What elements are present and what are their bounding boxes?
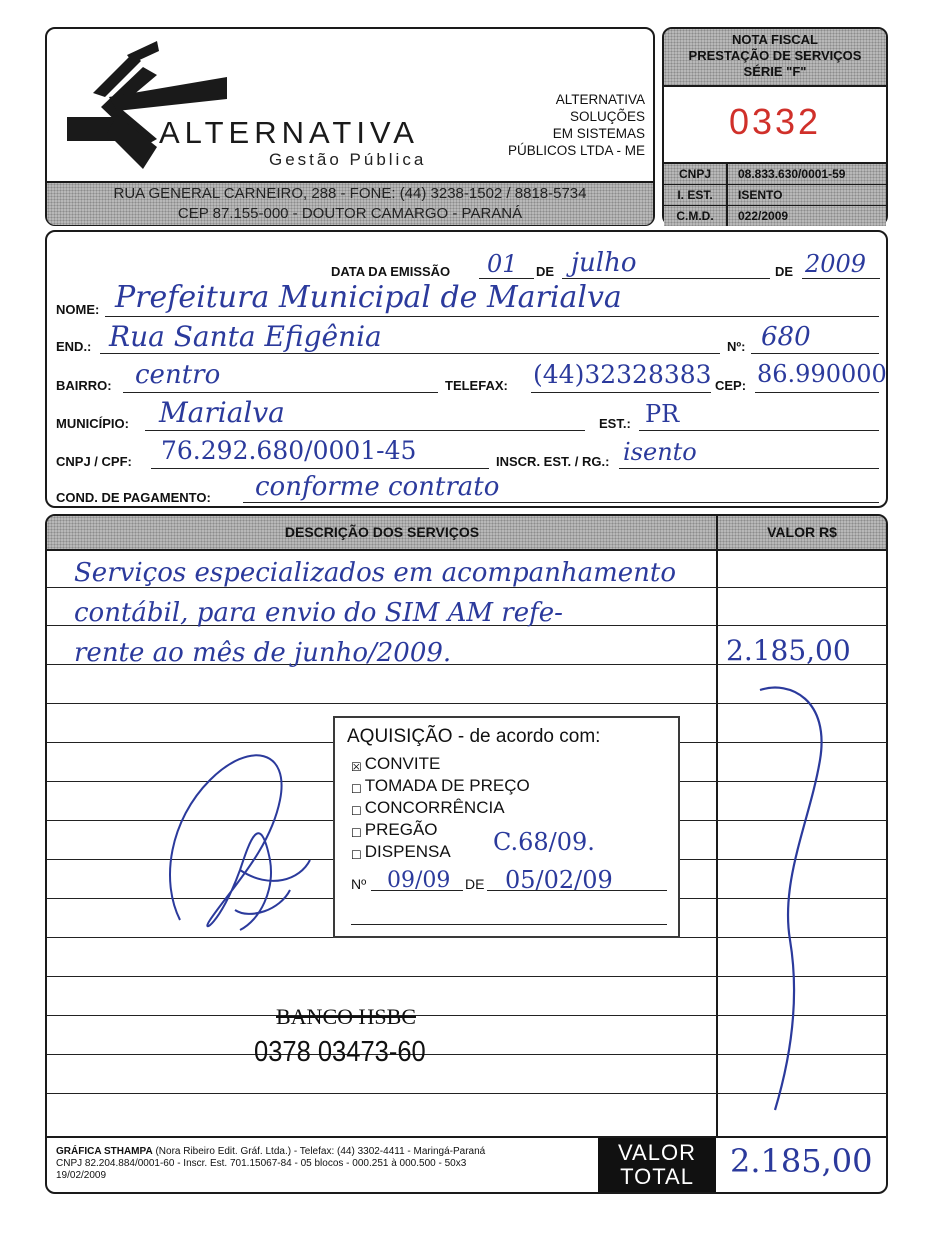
endereco-value: Rua Santa Efigênia (109, 320, 382, 353)
nota-fiscal-box (662, 27, 888, 226)
numero-value: 680 (761, 322, 811, 352)
cep-label: CEP: (715, 378, 747, 393)
date-day: 01 (487, 250, 518, 278)
nome-label: NOME: (56, 302, 100, 317)
end-label: END.: (56, 339, 92, 354)
service-line-2: contábil, para envio do SIM AM refe- (74, 598, 563, 628)
date-label: DATA DA EMISSÃO (331, 264, 451, 279)
signature-icon (140, 720, 350, 950)
cond-label: COND. DE PAGAMENTO: (56, 490, 211, 505)
inscr-value: isento (623, 438, 697, 466)
cep-value: 86.990000 (757, 360, 887, 388)
stamp-option-convite: ☒ CONVITE (351, 754, 441, 774)
est-label: EST.: (599, 416, 631, 431)
date-de-2: DE (775, 264, 794, 279)
numero-label: Nº: (727, 339, 746, 354)
inscr-label: INSCR. EST. / RG.: (496, 454, 610, 469)
service-value: 2.185,00 (726, 634, 851, 667)
logo-subtitle: Gestão Pública (269, 150, 427, 169)
stamp-de-label: DE (465, 876, 485, 892)
est-value: PR (645, 400, 680, 428)
date-year: 2009 (805, 250, 867, 278)
service-line-3: rente ao mês de junho/2009. (74, 638, 452, 668)
checkbox-icon: ☐ (351, 804, 362, 818)
service-line-1: Serviços especializados em acompanhamento (74, 558, 677, 588)
telefax-value: (44)32328383 (533, 360, 712, 389)
address-band: RUA GENERAL CARNEIRO, 288 - FONE: (44) 3238-1502 / 8818-5734 CEP 87.155-000 - DOUTOR CAMARGO - PARANÁ (47, 181, 653, 225)
stamp-note: C.68/09. (493, 828, 595, 856)
checkbox-icon: ☐ (351, 782, 362, 796)
logo-wordmark: ALTERNATIVA (159, 115, 419, 150)
nota-row-cmd: C.M.D. 022/2009 (664, 206, 886, 226)
total-label: VALOR TOTAL (598, 1138, 716, 1192)
total-value: 2.185,00 (730, 1142, 873, 1180)
stamp-title: AQUISIÇÃO - de acordo com: (347, 726, 601, 747)
alternativa-logo-icon (57, 37, 237, 177)
bank-account: 0378 03473-60 (254, 1036, 426, 1068)
municipio-label: MUNICÍPIO: (56, 416, 129, 431)
bracket-mark-icon (750, 680, 840, 1120)
cnpj-value: 76.292.680/0001-45 (161, 436, 417, 465)
telefax-label: TELEFAX: (445, 378, 508, 393)
nome-value: Prefeitura Municipal de Marialva (115, 280, 622, 315)
stamp-no-label: Nº (351, 876, 367, 892)
nota-title: NOTA FISCAL PRESTAÇÃO DE SERVIÇOS SÉRIE "F" (664, 29, 886, 87)
company-header (45, 27, 655, 226)
checkbox-icon: ☐ (351, 826, 362, 840)
stamp-de-value: 05/02/09 (505, 866, 613, 894)
nota-row-iest: I. EST. ISENTO (664, 185, 886, 206)
date-month: julho (571, 248, 637, 278)
cnpj-label: CNPJ / CPF: (56, 454, 132, 469)
stamp-option-dispensa: ☐ DISPENSA (351, 842, 451, 862)
nota-number: 0332 (728, 101, 822, 142)
municipio-value: Marialva (159, 396, 285, 429)
acquisition-stamp (333, 716, 680, 938)
stamp-option-pregao: ☐ PREGÃO (351, 820, 438, 840)
valor-header: VALOR R$ (767, 524, 837, 540)
client-section (45, 230, 888, 508)
nota-info-table (664, 162, 886, 226)
column-divider (716, 516, 718, 1136)
printer-info: GRÁFICA STHAMPA (Nora Ribeiro Edit. Gráf. Ltda.) - Telefax: (44) 3302-4411 - Maringá-Paraná CNPJ 82.204.884/0001-60 - Inscr. Est. 701.15067-84 - 05 blocos - 000.251 à 000.500 - 50x3 19/02/2009 (56, 1146, 486, 1181)
stamp-option-concorrencia: ☐ CONCORRÊNCIA (351, 798, 505, 818)
checkbox-icon: ☐ (351, 848, 362, 862)
cond-value: conforme contrato (255, 472, 500, 502)
stamp-no-value: 09/09 (387, 868, 451, 893)
company-name: ALTERNATIVA SOLUÇÕES EM SISTEMAS PÚBLICOS LTDA - ME (507, 92, 645, 158)
stamp-option-tomada: ☐ TOMADA DE PREÇO (351, 776, 530, 796)
bairro-value: centro (135, 360, 221, 390)
nota-row-cnpj: CNPJ 08.833.630/0001-59 (664, 164, 886, 185)
checked-box-icon: ☒ (351, 760, 362, 774)
bairro-label: BAIRRO: (56, 378, 112, 393)
bank-name: BANCO HSBC (276, 1004, 416, 1029)
date-de-1: DE (536, 264, 555, 279)
desc-header: DESCRIÇÃO DOS SERVIÇOS (284, 524, 480, 540)
